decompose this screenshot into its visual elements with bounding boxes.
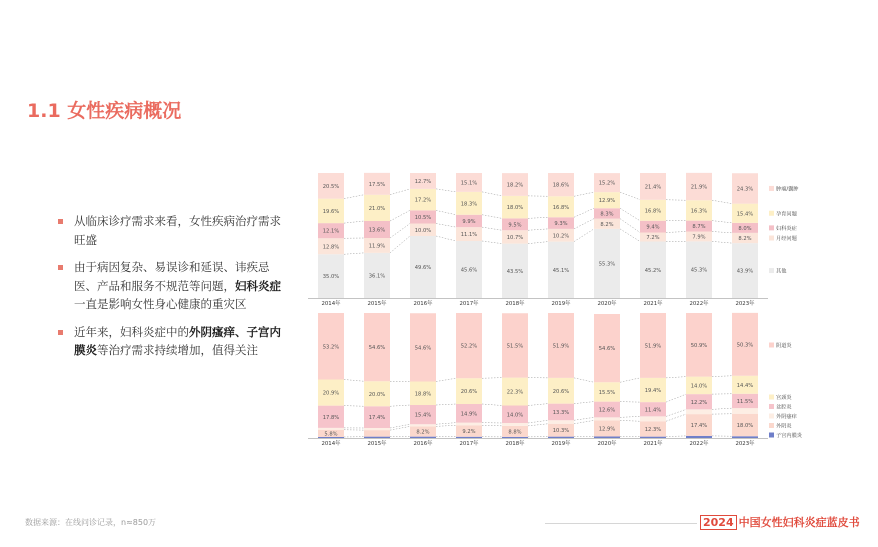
series-connector — [666, 232, 686, 233]
bar-segment — [686, 436, 712, 438]
data-label: 15.5% — [598, 389, 616, 396]
series-connector — [482, 241, 502, 244]
series-connector — [436, 189, 456, 192]
series-connector — [436, 236, 456, 241]
data-label: 14.9% — [460, 411, 478, 418]
bullet-text: 由于病因复杂、易误诊和延误、讳疾忌医、产品和服务不规范等问题， — [74, 260, 270, 293]
data-label: 8.8% — [508, 429, 522, 436]
bar-segment — [548, 437, 574, 438]
bar-segment — [410, 424, 436, 426]
series-connector — [436, 378, 456, 381]
series-connector — [344, 195, 364, 199]
data-label: 10.3% — [552, 428, 570, 435]
legend-label: 子宫内膜炎 — [776, 433, 802, 439]
series-connector — [528, 404, 548, 406]
data-label: 15.1% — [460, 180, 478, 187]
data-label: 12.6% — [598, 407, 616, 414]
category-label: 2016年 — [413, 441, 433, 447]
series-connector — [620, 208, 640, 221]
category-label: 2018年 — [505, 441, 525, 447]
bullet-text: 一直是影响女性身心健康的重灾区 — [74, 297, 247, 311]
bar-segment — [732, 436, 758, 438]
data-label: 15.4% — [736, 211, 754, 218]
data-label: 50.3% — [736, 342, 754, 349]
data-label: 9.9% — [462, 218, 476, 225]
data-label: 14.0% — [690, 383, 708, 390]
series-connector — [528, 242, 548, 244]
series-connector — [482, 425, 502, 426]
series-connector — [620, 229, 640, 242]
series-connector — [390, 405, 410, 406]
data-label: 8.2% — [738, 236, 752, 242]
series-connector — [574, 402, 594, 404]
bullet-highlight: 妇科炎症 — [235, 278, 281, 293]
data-label: 13.3% — [552, 409, 570, 416]
data-label: 15.2% — [598, 180, 616, 187]
series-connector — [712, 200, 732, 203]
legend-swatch — [769, 236, 774, 241]
data-label: 15.4% — [414, 412, 432, 419]
bullet-text: 近年来，妇科炎症中的 — [74, 324, 189, 339]
series-connector — [528, 217, 548, 218]
legend-label: 孕育问题 — [776, 211, 797, 218]
series-connector — [436, 425, 456, 426]
bar-segment — [364, 430, 390, 437]
series-connector — [620, 219, 640, 233]
series-connector — [344, 221, 364, 223]
data-label: 8.3% — [600, 211, 614, 218]
series-connector — [666, 200, 686, 201]
series-connector — [390, 189, 410, 195]
category-label: 2020年 — [597, 441, 617, 447]
data-label: 10.7% — [506, 234, 524, 241]
legend-swatch — [769, 414, 774, 419]
bar-segment — [686, 409, 712, 414]
data-label: 17.4% — [690, 423, 708, 429]
data-label: 9.2% — [462, 429, 476, 435]
bar-segment — [502, 423, 528, 426]
data-label: 10.5% — [414, 214, 432, 221]
series-connector — [390, 224, 410, 239]
data-label: 54.6% — [414, 345, 432, 352]
data-label: 12.2% — [690, 399, 708, 406]
category-label: 2014年 — [321, 301, 341, 307]
legend-label: 盆腔炎 — [776, 404, 792, 411]
data-label: 18.2% — [506, 182, 524, 189]
category-label: 2017年 — [459, 301, 479, 307]
data-label: 18.0% — [736, 423, 754, 429]
data-label: 52.2% — [460, 343, 478, 350]
data-label: 36.1% — [368, 273, 386, 280]
bar-segment — [732, 408, 758, 414]
data-label: 53.2% — [322, 344, 340, 351]
legend-label: 其他 — [776, 268, 787, 275]
data-label: 55.3% — [598, 261, 616, 268]
data-label: 12.3% — [644, 426, 662, 433]
series-connector — [574, 420, 594, 423]
data-label: 16.8% — [552, 204, 570, 211]
series-connector — [574, 229, 594, 242]
series-connector — [436, 404, 456, 405]
series-connector — [482, 192, 502, 196]
category-label: 2015年 — [367, 441, 387, 447]
category-label: 2019年 — [551, 301, 571, 307]
data-label: 12.7% — [414, 178, 432, 185]
data-label: 22.3% — [506, 389, 524, 396]
data-label: 45.3% — [690, 267, 708, 274]
bar-segment — [456, 437, 482, 438]
report-brand — [700, 514, 860, 530]
data-label: 17.8% — [322, 414, 340, 421]
data-label: 43.5% — [506, 268, 524, 275]
data-label: 14.4% — [736, 382, 754, 389]
data-label: 21.4% — [644, 184, 662, 191]
data-label: 5.8% — [324, 431, 338, 438]
data-label: 18.0% — [506, 205, 524, 212]
data-label: 45.1% — [552, 267, 570, 274]
data-label: 12.1% — [322, 228, 340, 235]
data-label: 11.4% — [644, 407, 662, 414]
bar-segment — [502, 437, 528, 438]
data-label: 17.2% — [414, 197, 432, 204]
series-connector — [390, 424, 410, 428]
data-label: 8.0% — [738, 225, 752, 232]
legend-swatch — [769, 343, 774, 348]
series-connector — [482, 404, 502, 406]
data-label: 21.9% — [690, 184, 708, 191]
legend-label: 妇科炎症 — [776, 225, 797, 232]
category-label: 2021年 — [643, 301, 663, 307]
legend-swatch — [769, 211, 774, 216]
legend-swatch — [769, 423, 774, 428]
data-label: 20.0% — [368, 391, 386, 398]
data-label: 17.5% — [368, 181, 386, 188]
series-connector — [528, 420, 548, 423]
legend-label: 月经问题 — [776, 236, 797, 242]
legend-label: 外阴炎 — [776, 423, 792, 430]
series-connector — [620, 192, 640, 200]
data-label: 45.6% — [460, 267, 478, 274]
series-connector — [344, 380, 364, 382]
series-connector — [528, 229, 548, 230]
data-label: 7.2% — [646, 235, 660, 241]
legend-swatch — [769, 433, 774, 438]
data-label: 9.4% — [646, 224, 660, 231]
legend-swatch — [769, 268, 774, 273]
category-label: 2021年 — [643, 441, 663, 447]
data-label: 20.6% — [460, 389, 478, 396]
series-connector — [666, 436, 686, 437]
data-label: 20.6% — [552, 388, 570, 395]
legend-label: 外阴瘙痒 — [776, 414, 797, 420]
category-label: 2018年 — [505, 301, 525, 307]
data-label: 8.2% — [600, 221, 614, 228]
data-label: 51.9% — [552, 343, 570, 350]
bullet-text: 等治疗需求持续增加，值得关注 — [97, 343, 258, 357]
data-label: 12.9% — [598, 198, 616, 205]
bar-segment — [594, 417, 620, 420]
series-connector — [574, 378, 594, 382]
category-label: 2017年 — [459, 441, 479, 447]
series-connector — [482, 215, 502, 219]
data-label: 13.6% — [368, 227, 386, 234]
bar-segment — [548, 420, 574, 424]
page-title: 1.1 女性疾病概况 — [27, 100, 182, 122]
series-connector — [574, 208, 594, 217]
legend-swatch — [769, 225, 774, 230]
bullet-highlight: 外阴瘙痒、子宫内膜炎 — [74, 324, 281, 357]
series-connector — [574, 417, 594, 420]
data-label: 8.7% — [692, 224, 706, 231]
series-connector — [528, 424, 548, 426]
data-label: 54.6% — [368, 345, 386, 352]
data-label: 19.6% — [322, 208, 340, 215]
data-label: 21.0% — [368, 205, 386, 212]
legend-swatch — [769, 395, 774, 400]
series-connector — [482, 227, 502, 230]
data-label: 49.6% — [414, 265, 432, 271]
data-label: 9.3% — [554, 221, 568, 228]
series-connector — [712, 221, 732, 223]
legend-label: 阴道炎 — [776, 343, 792, 349]
data-label: 10.2% — [552, 233, 570, 240]
brand-title: 中国女性妇科炎症蓝皮书 — [738, 516, 860, 529]
data-label: 50.9% — [690, 342, 708, 349]
series-connector — [390, 426, 410, 430]
series-connector — [620, 416, 640, 417]
data-label: 11.9% — [368, 243, 386, 250]
data-label: 16.8% — [644, 208, 662, 215]
series-connector — [666, 377, 686, 378]
bar-segment — [456, 423, 482, 426]
bar-segment — [364, 428, 390, 430]
data-label: 10.0% — [414, 227, 432, 234]
data-label: 9.5% — [508, 222, 522, 229]
data-label: 54.6% — [598, 346, 616, 353]
category-label: 2022年 — [689, 441, 709, 447]
series-connector — [666, 394, 686, 402]
series-connector — [712, 241, 732, 243]
legend-swatch — [769, 186, 774, 191]
bar-segment — [318, 428, 344, 430]
series-connector — [574, 219, 594, 229]
data-label: 14.0% — [506, 412, 524, 419]
data-label: 24.3% — [736, 186, 754, 193]
series-connector — [436, 210, 456, 214]
category-label: 2015年 — [367, 301, 387, 307]
category-label: 2014年 — [321, 441, 341, 447]
data-label: 19.4% — [644, 388, 662, 394]
series-connector — [620, 402, 640, 403]
legend-label: 宫颈炎 — [776, 395, 792, 401]
series-connector — [712, 408, 732, 409]
series-connector — [482, 378, 502, 379]
data-label: 17.4% — [368, 415, 386, 422]
series-connector — [436, 423, 456, 425]
bar-segment — [364, 437, 390, 438]
data-label: 18.6% — [552, 182, 570, 189]
series-connector — [436, 224, 456, 228]
series-connector — [712, 232, 732, 233]
data-label: 20.9% — [322, 390, 340, 397]
data-label: 11.5% — [736, 398, 754, 405]
data-label: 12.9% — [598, 426, 616, 433]
category-label: 2020年 — [597, 301, 617, 307]
data-label: 35.0% — [322, 274, 340, 281]
data-label: 12.8% — [322, 244, 340, 251]
category-label: 2022年 — [689, 301, 709, 307]
data-label: 51.9% — [644, 343, 662, 350]
data-label: 43.9% — [736, 268, 754, 275]
data-label: 8.2% — [416, 429, 430, 436]
category-label: 2019年 — [551, 441, 571, 447]
category-label: 2023年 — [735, 301, 755, 307]
series-connector — [344, 253, 364, 254]
data-label: 7.9% — [692, 234, 706, 241]
data-label: 18.8% — [414, 391, 432, 398]
series-connector — [620, 420, 640, 421]
brand-year: 2024 — [700, 515, 737, 530]
series-connector — [574, 192, 594, 196]
series-connector — [344, 406, 364, 407]
legend-swatch — [769, 404, 774, 409]
footer-divider — [545, 523, 697, 524]
bar-segment — [594, 437, 620, 439]
series-connector — [390, 210, 410, 221]
data-source-note: 数据来源：在线问诊记录，n≈850万 — [25, 518, 157, 527]
bar-segment — [410, 437, 436, 438]
bullet-text: 从临床诊疗需求来看，女性疾病治疗需求旺盛 — [74, 214, 281, 247]
series-connector — [620, 378, 640, 382]
category-label: 2016年 — [413, 301, 433, 307]
series-connector — [712, 376, 732, 377]
bar-segment — [640, 437, 666, 438]
data-label: 51.5% — [506, 343, 524, 350]
data-label: 18.3% — [460, 201, 478, 208]
data-label: 45.2% — [644, 267, 662, 274]
data-label: 11.1% — [460, 232, 478, 239]
series-connector — [390, 236, 410, 253]
category-label: 2023年 — [735, 441, 755, 447]
data-label: 20.5% — [322, 183, 340, 190]
data-label: 16.3% — [690, 208, 708, 215]
bar-segment — [640, 416, 666, 421]
legend-label: 肿瘤/囊肿 — [776, 186, 799, 193]
